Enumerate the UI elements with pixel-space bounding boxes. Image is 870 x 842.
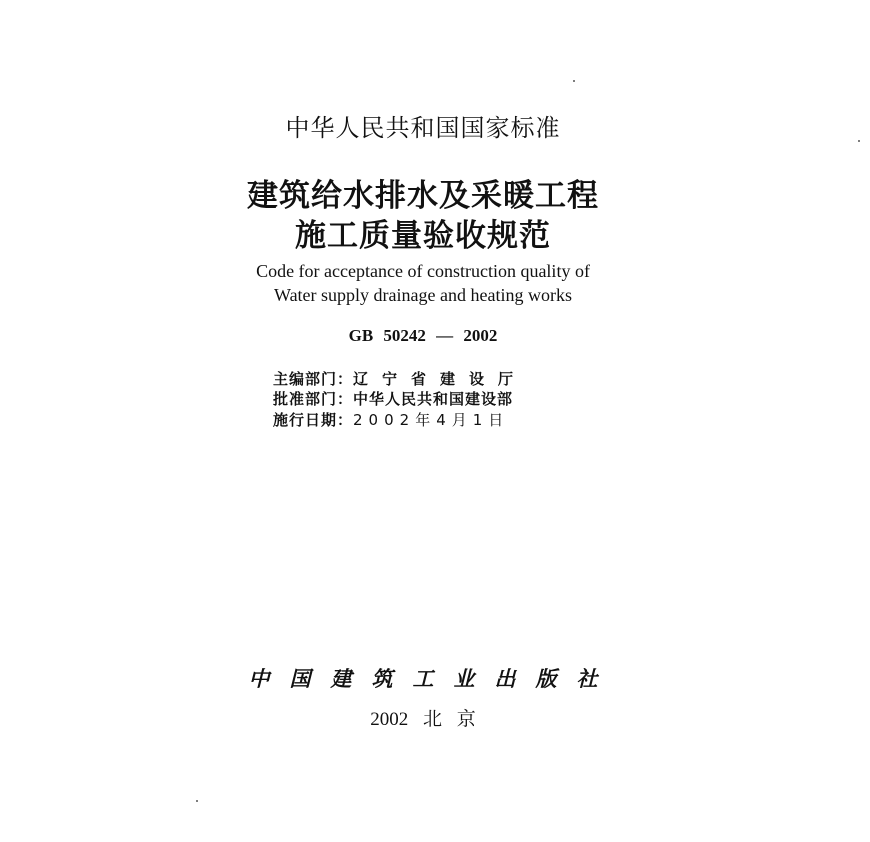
chief-editor-row	[273, 368, 527, 389]
publisher: 中国建筑工业出版社	[248, 666, 618, 691]
effective-date-value: 2002年4月1日	[353, 411, 510, 429]
title-en-line1: Code for acceptance of construction quality of	[256, 261, 590, 281]
title-zh-line1: 建筑给水排水及采暖工程	[247, 178, 599, 214]
title-en-line2: Water supply drainage and heating works	[274, 285, 572, 305]
chief-editor-label: 主编部门：	[273, 370, 354, 388]
title-zh-line2: 施工质量验收规范	[295, 218, 551, 254]
approval-row	[273, 388, 513, 409]
standard-type: 中华人民共和国国家标准	[285, 114, 561, 142]
chief-editor-value: 辽宁省建设厅	[353, 370, 528, 388]
scan-speck	[858, 140, 860, 142]
scan-speck	[196, 800, 198, 802]
scan-speck	[573, 80, 575, 82]
effective-date-label: 施行日期：	[273, 411, 354, 429]
approval-label: 批准部门：	[273, 390, 354, 408]
approval-value: 中华人民共和国建设部	[353, 390, 514, 408]
standard-number: GB 50242 — 2002	[348, 326, 498, 345]
place-year: 2002 北 京	[370, 709, 476, 730]
effective-date-row	[273, 409, 509, 430]
